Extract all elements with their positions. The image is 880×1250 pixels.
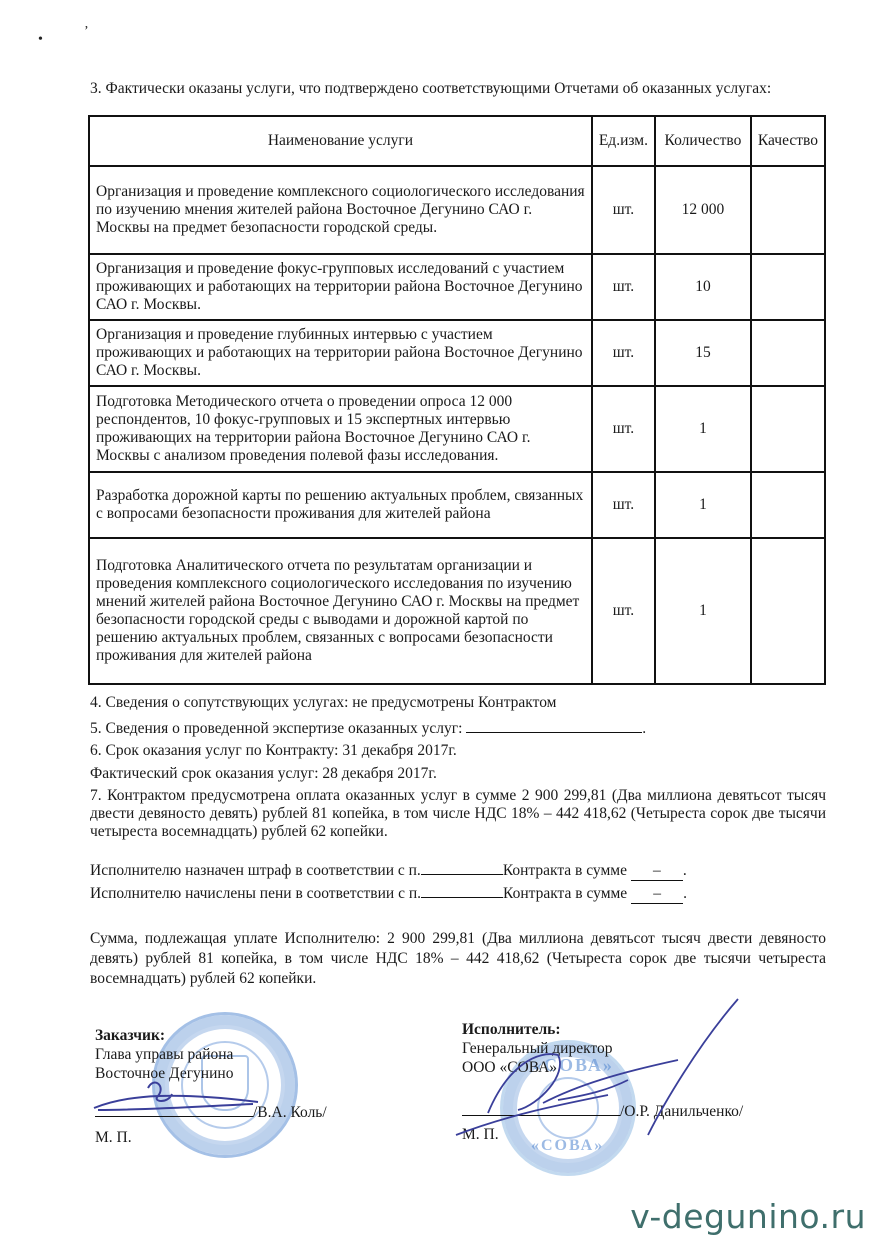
customer-position-2: Восточное Дегунино — [95, 1065, 234, 1082]
peni-middle: Контракта в сумме — [503, 885, 628, 902]
contractor-position-2: ООО «СОВА» — [462, 1059, 558, 1076]
peni-prefix: Исполнителю начислены пени в соответствии с п. — [90, 885, 422, 902]
service-unit: шт. — [592, 386, 655, 472]
section-3-intro: 3. Фактически оказаны услуги, что подтверждено соответствующими Отчетами об оказанных услугах: — [90, 80, 772, 97]
section-7: 7. Контрактом предусмотрена оплата оказанных услуг в сумме 2 900 299,81 (Два миллиона девятьсот тысяч двести девяносто девять) рублей 81 копейка, в том числе НДС 18% – 442 418,62 (Четыреста сорок две тысячи четыреста восемнадцать) рублей 62 копейки. — [90, 787, 826, 840]
fine-middle: Контракта в сумме — [502, 862, 627, 879]
customer-role: Заказчик: — [95, 1027, 166, 1044]
table-row — [89, 386, 825, 472]
scan-tick-mark: ’ — [84, 24, 89, 39]
peni-end: . — [683, 885, 687, 902]
table-row — [89, 320, 825, 386]
service-unit: шт. — [592, 538, 655, 684]
expertise-blank-field — [466, 718, 642, 733]
customer-seal-mark: М. П. — [95, 1129, 132, 1146]
stamp-text-bottom: «СОВА» — [531, 1137, 605, 1154]
service-quality — [751, 538, 825, 684]
contractor-signatory: /О.Р. Данильченко/ — [620, 1103, 744, 1120]
customer-signatory: /В.А. Коль/ — [253, 1104, 327, 1121]
service-quality — [751, 254, 825, 320]
services-table — [88, 115, 826, 685]
section-5-end: . — [642, 720, 647, 737]
contractor-seal-mark: М. П. — [462, 1126, 499, 1143]
service-name: Разработка дорожной карты по решению актуальных проблем, связанных с вопросами безопасности проживания для жителей района — [89, 472, 592, 538]
peni-amount: – — [631, 889, 683, 904]
table-row — [89, 538, 825, 684]
service-quantity: 12 000 — [655, 166, 751, 254]
service-quality — [751, 320, 825, 386]
peni-line — [90, 883, 826, 904]
fine-prefix: Исполнителю назначен штраф в соответствии с п. — [90, 862, 421, 879]
scan-dot-mark: • — [38, 32, 43, 47]
customer-handwritten-signature-icon — [88, 1080, 268, 1120]
table-header-row — [89, 116, 825, 166]
service-quality — [751, 386, 825, 472]
service-quantity: 15 — [655, 320, 751, 386]
header-service-name: Наименование услуги — [89, 116, 592, 166]
service-name: Организация и проведение комплексного социологического исследования по изучению мнения жителей района Восточное Дегунино САО г. Москвы на предмет безопасности городской среды. — [89, 166, 592, 254]
table-row — [89, 166, 825, 254]
service-quantity: 1 — [655, 472, 751, 538]
fine-end: . — [682, 862, 687, 879]
contractor-position-1: Генеральный директор — [462, 1040, 613, 1057]
service-quantity: 1 — [655, 538, 751, 684]
actual-term: Фактический срок оказания услуг: 28 декабря 2017г. — [90, 765, 437, 782]
service-unit: шт. — [592, 320, 655, 386]
header-quantity: Количество — [655, 116, 751, 166]
fine-clause-blank — [421, 860, 503, 875]
section-4: 4. Сведения о сопутствующих услугах: не предусмотрены Контрактом — [90, 694, 557, 711]
service-unit: шт. — [592, 254, 655, 320]
service-quantity: 10 — [655, 254, 751, 320]
payable-amount: Сумма, подлежащая уплате Исполнителю: 2 900 299,81 (Два миллиона девятьсот тысяч двести девяносто девять) рублей 81 копейка, в том числе НДС 18% – 442 418,62 (Четыреста сорок две тысячи четыреста восемнадцать) рублей 62 копейки. — [90, 930, 826, 987]
contractor-handwritten-signature-icon — [448, 995, 748, 1145]
service-quantity: 1 — [655, 386, 751, 472]
service-quality — [751, 472, 825, 538]
table-row — [89, 472, 825, 538]
service-unit: шт. — [592, 166, 655, 254]
service-quality — [751, 166, 825, 254]
table-row — [89, 254, 825, 320]
service-unit: шт. — [592, 472, 655, 538]
stamp-text-top: «СОВА» — [533, 1055, 614, 1075]
section-6: 6. Срок оказания услуг по Контракту: 31 декабря 2017г. — [90, 742, 457, 759]
service-name: Подготовка Аналитического отчета по результатам организации и проведения комплексного социологического исследования по изучению мнений жителей района Восточное Дегунино САО г. Москвы на предмет безопасности городской среды с выводами и дорожной картой по решению актуальных проблем, связанных с вопросами безопасности проживания для жителей района — [89, 538, 592, 684]
header-quality: Качество — [751, 116, 825, 166]
fine-line — [90, 860, 826, 881]
section-5 — [90, 718, 826, 738]
section-5-label: 5. Сведения о проведенной экспертизе оказанных услуг: — [90, 720, 463, 737]
contractor-role: Исполнитель: — [462, 1021, 561, 1038]
header-unit: Ед.изм. — [592, 116, 655, 166]
service-name: Организация и проведение фокус-групповых исследований с участием проживающих и работающих на территории района Восточное Дегунино САО г. Москвы. — [89, 254, 592, 320]
service-name: Организация и проведение глубинных интервью с участием проживающих и работающих на территории района Восточное Дегунино САО г. Москвы. — [89, 320, 592, 386]
fine-amount: – — [631, 866, 683, 881]
service-name: Подготовка Методического отчета о проведении опроса 12 000 респондентов, 10 фокус-групповых и 15 экспертных интервью проживающих на территории района Восточное Дегунино САО г. Москвы с анализом проведения полевой фазы исследования. — [89, 386, 592, 472]
site-watermark: v-degunino.ru — [630, 1197, 866, 1236]
customer-position-1: Глава управы района — [95, 1046, 234, 1063]
peni-clause-blank — [421, 883, 503, 898]
